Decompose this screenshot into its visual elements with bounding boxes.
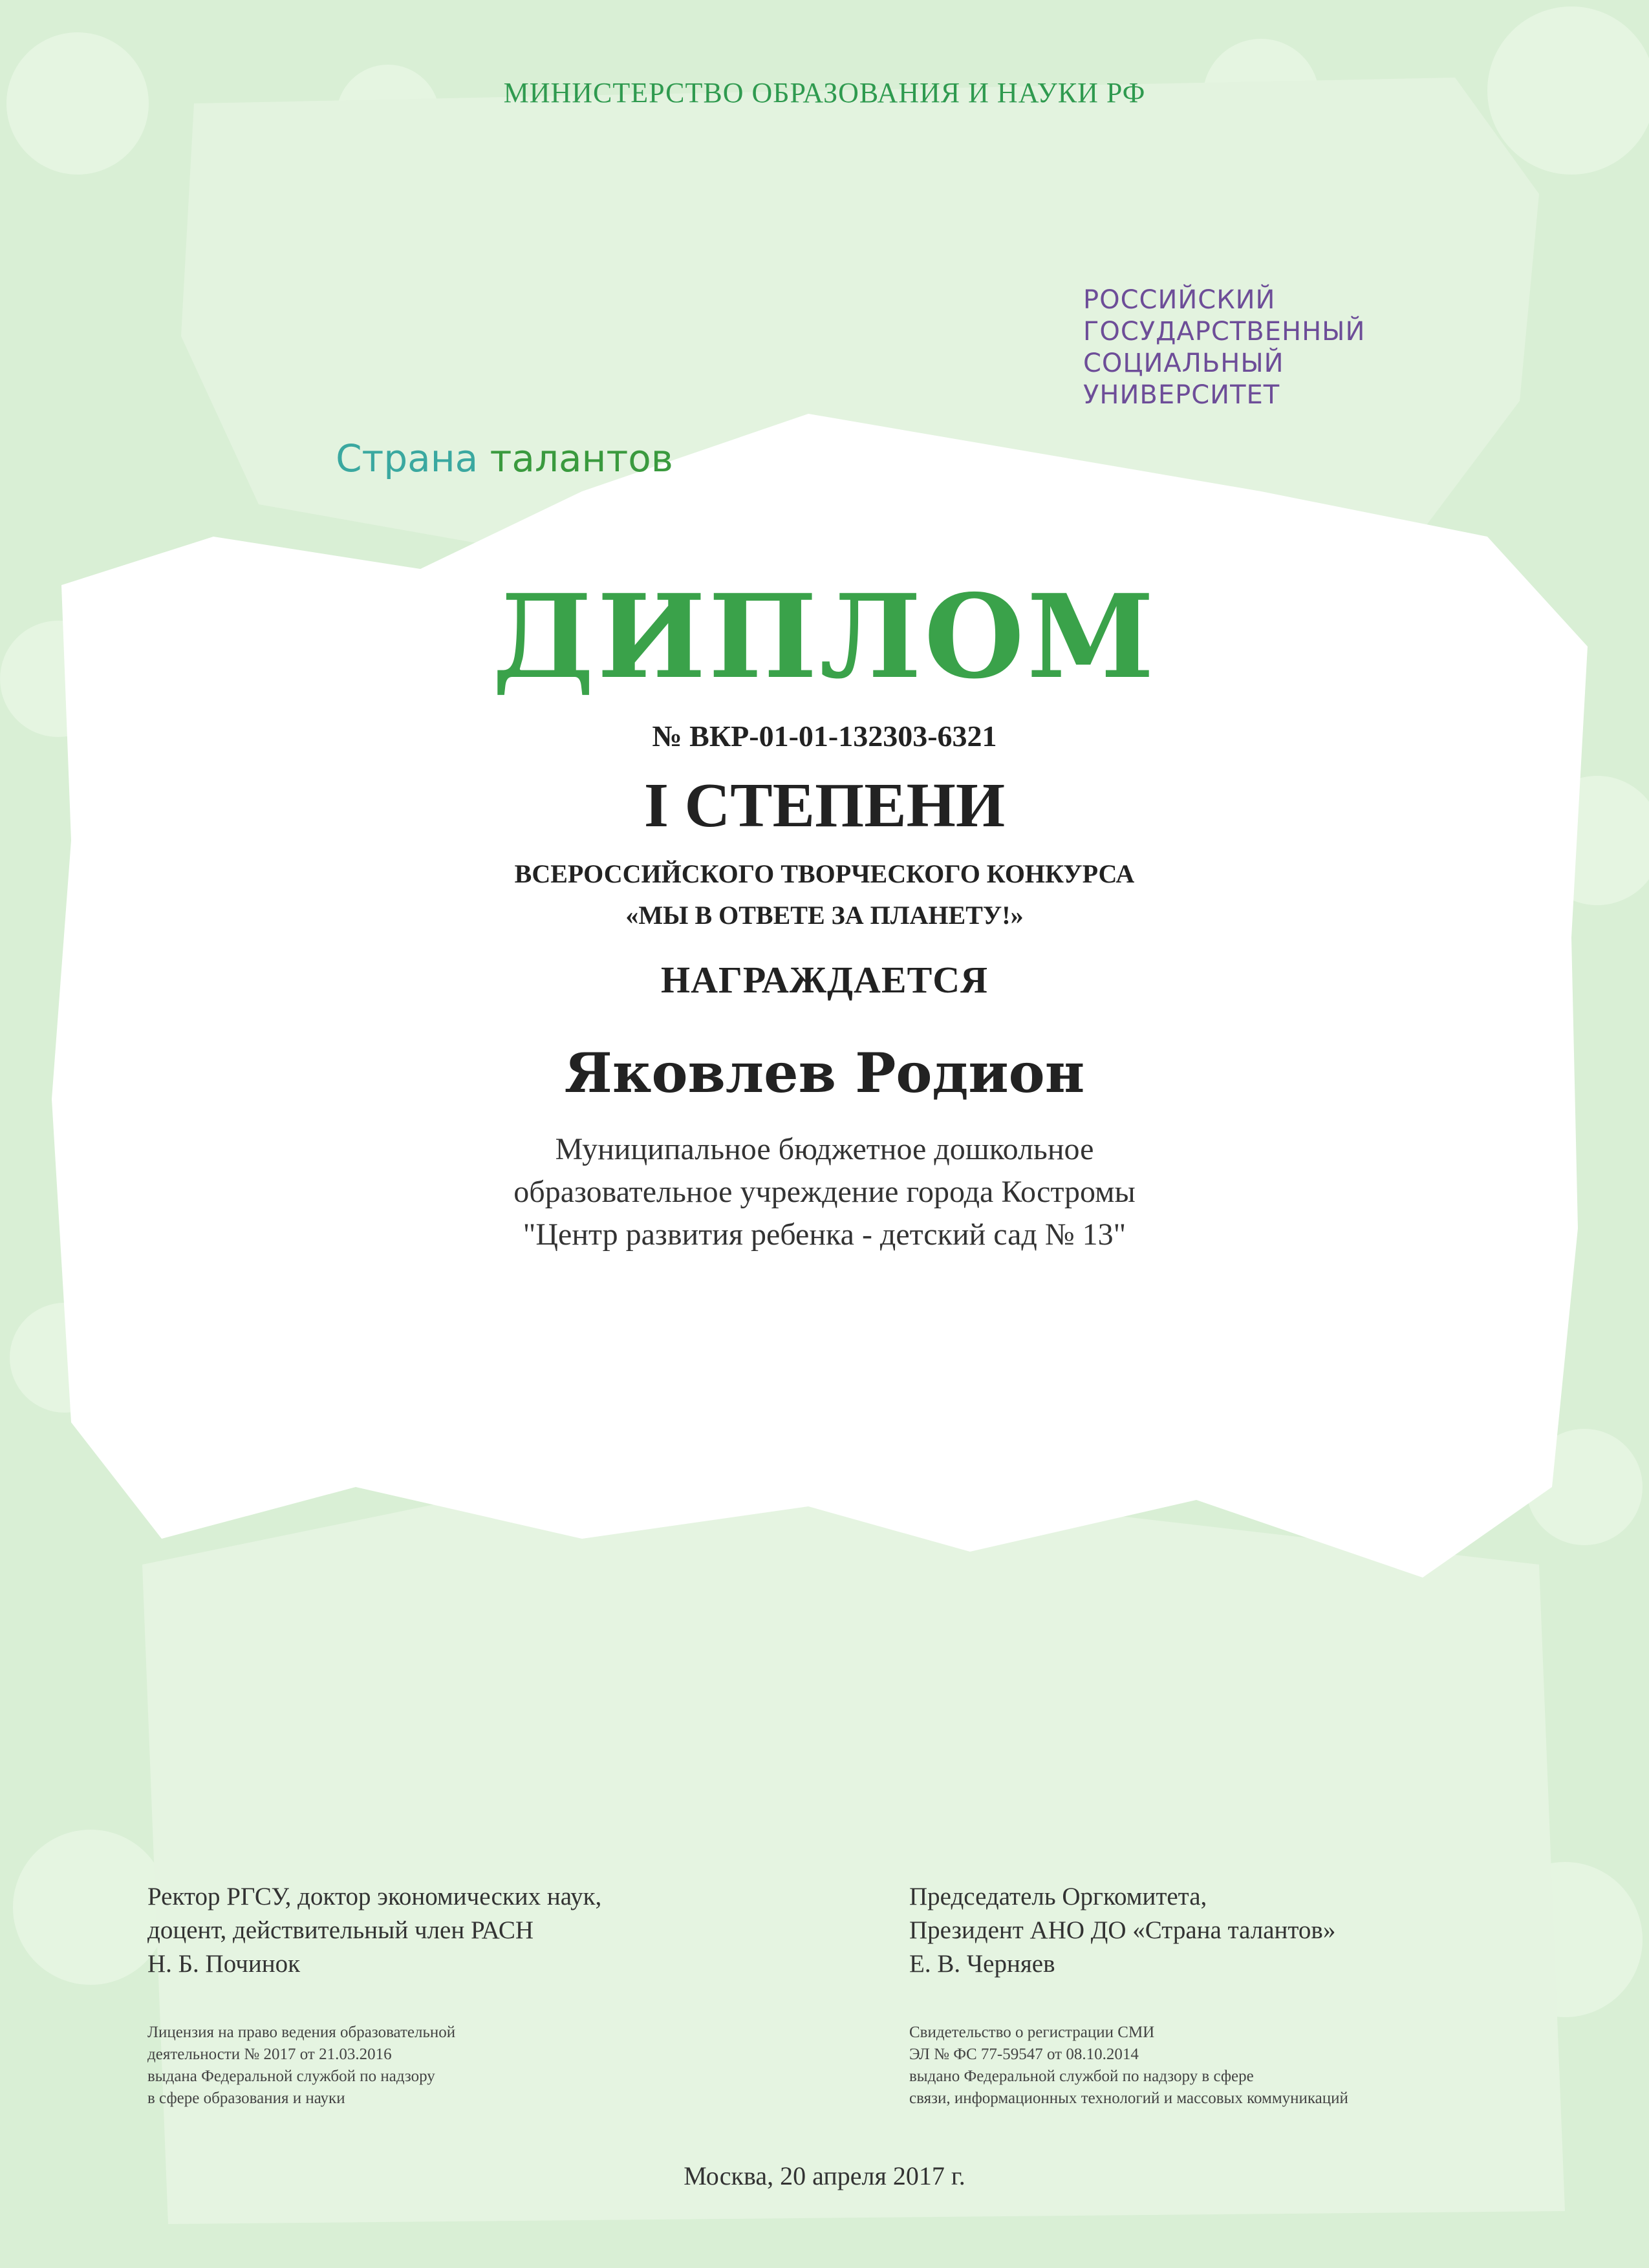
fine-print-line: выдано Федеральной службой по надзору в сфере — [909, 2068, 1254, 2085]
organization-line: "Центр развития ребенка - детский сад № 13" — [523, 1217, 1126, 1252]
media-registration-fine-print — [909, 2022, 1348, 2110]
logo-word-strana: Страна — [336, 436, 479, 480]
contest-name-line1: ВСЕРОССИЙСКОГО ТВОРЧЕСКОГО КОНКУРСА — [514, 859, 1135, 888]
strana-talantov-logo-text — [304, 436, 705, 480]
rgsu-line: СОЦИАЛЬНЫЙ — [1083, 348, 1284, 378]
diploma-degree: I СТЕПЕНИ — [643, 771, 1006, 840]
signatory-left-line: доцент, действительный член РАСН — [147, 1916, 534, 1944]
fine-print-line: выдана Федеральной службой по надзору — [147, 2068, 435, 2085]
fine-print-line: деятельности № 2017 от 21.03.2016 — [147, 2046, 392, 2063]
rgsu-line: РОССИЙСКИЙ — [1083, 285, 1276, 315]
signatory-left-name: Н. Б. Починок — [147, 1950, 301, 1978]
fine-print-line: ЭЛ № ФС 77-59547 от 08.10.2014 — [909, 2046, 1139, 2063]
recipient-name: Яковлев Родион — [564, 1041, 1085, 1105]
signatory-right-name: Е. В. Черняев — [909, 1950, 1055, 1978]
fine-print-line: Лицензия на право ведения образовательной — [147, 2024, 456, 2041]
fine-print-line: Свидетельство о регистрации СМИ — [909, 2024, 1155, 2041]
signatory-left-line: Ректор РГСУ, доктор экономических наук, — [147, 1883, 602, 1910]
rgsu-logo-text — [1083, 284, 1365, 411]
fine-print-line: связи, информационных технологий и массовых коммуникаций — [909, 2090, 1348, 2107]
rgsu-line: УНИВЕРСИТЕТ — [1083, 380, 1280, 410]
license-fine-print — [147, 2022, 455, 2110]
place-and-date: Москва, 20 апреля 2017 г. — [684, 2161, 965, 2190]
logo-word-talantov: талантов — [490, 436, 673, 480]
diploma-title: ДИПЛОМ — [491, 569, 1158, 704]
organization-line: Муниципальное бюджетное дошкольное — [555, 1132, 1094, 1166]
ministry-heading: МИНИСТЕРСТВО ОБРАЗОВАНИЯ И НАУКИ РФ — [503, 77, 1146, 109]
signatory-right — [909, 1880, 1335, 1981]
contest-name-line2: «МЫ В ОТВЕТЕ ЗА ПЛАНЕТУ!» — [625, 901, 1024, 930]
organization-line: образовательное учреждение города Костромы — [513, 1175, 1136, 1209]
fine-print-line: в сфере образования и науки — [147, 2090, 345, 2107]
awarded-label: НАГРАЖДАЕТСЯ — [660, 959, 989, 1001]
signatory-left — [147, 1880, 601, 1981]
diploma-number: № ВКР-01-01-132303-6321 — [652, 720, 997, 753]
signatory-right-line: Президент АНО ДО «Страна талантов» — [909, 1916, 1336, 1944]
signatory-right-line: Председатель Оргкомитета, — [909, 1883, 1207, 1910]
rgsu-line: ГОСУДАРСТВЕННЫЙ — [1083, 317, 1366, 347]
